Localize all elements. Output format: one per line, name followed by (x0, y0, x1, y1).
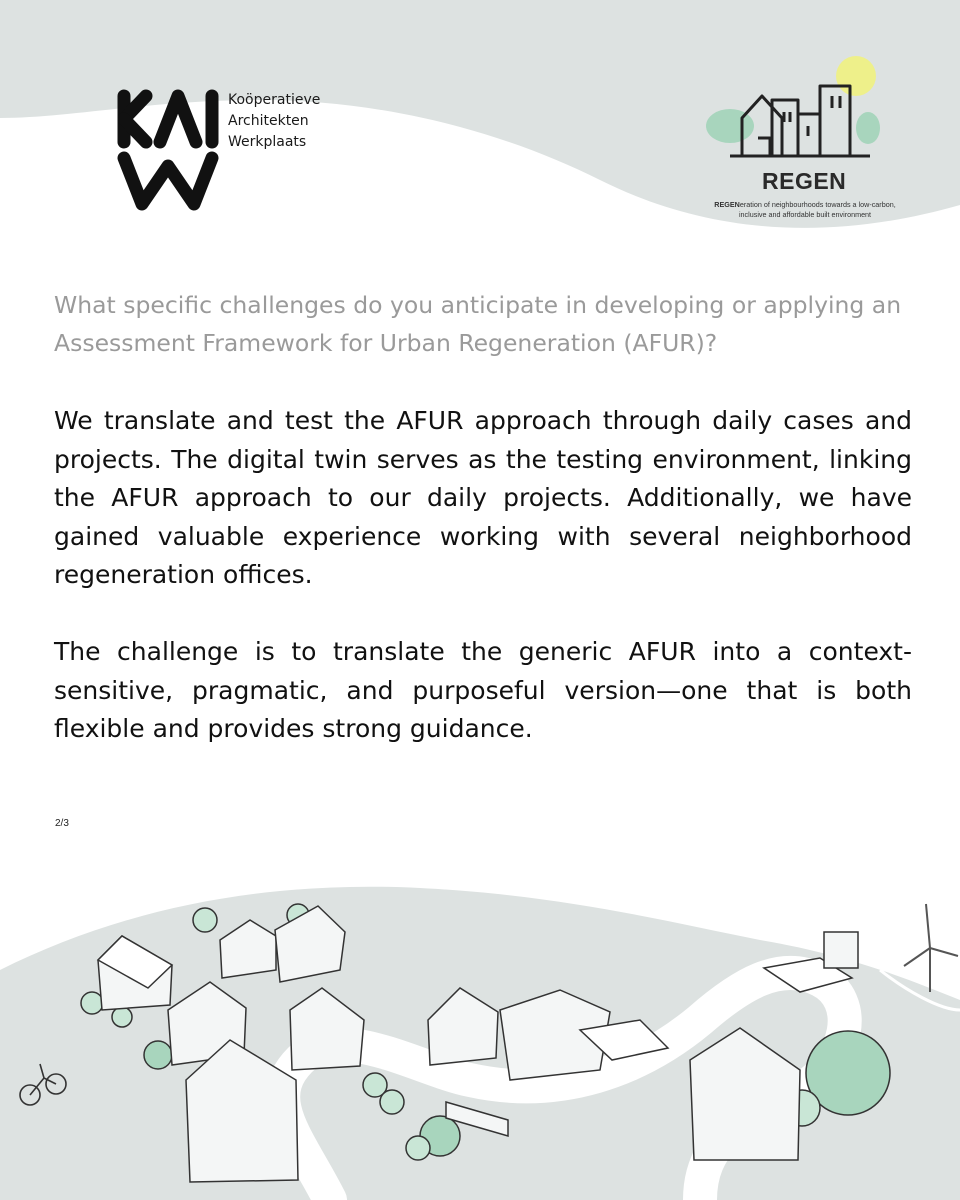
regen-logo (700, 56, 910, 236)
kaw-name-line-1: Koöperatieve (228, 92, 321, 108)
kaw-name-line-2: Architekten (228, 113, 309, 129)
regen-buildings-icon (700, 56, 900, 168)
wind-turbine-icon (904, 904, 958, 992)
answer-paragraph-2: The challenge is to translate the generic AFUR into a context-sensitive, pragmatic, and purposeful version—one that is both flexible and provides strong guidance. (54, 637, 912, 743)
kaw-logo-mark (116, 88, 220, 212)
regen-tagline-rest: eration of neighbourhoods towards a low-carbon, (739, 200, 896, 209)
neighborhood-illustration (0, 870, 960, 1200)
question-heading: What specific challenges do you anticipate in developing or applying an Assessment Framework for Urban Regeneration (AFUR)? (54, 291, 902, 357)
kaw-logo (116, 88, 336, 213)
answer-paragraph-1: We translate and test the AFUR approach through daily cases and projects. The digital twin serves as the testing environment, linking the AFUR approach to our daily projects. Additionally, we have gained valuable experience working with several neighborhood regeneration offices. (54, 406, 912, 589)
kaw-name-line-3: Werkplaats (228, 134, 307, 150)
regen-title: REGEN (762, 168, 847, 194)
kaw-name (228, 90, 320, 153)
regen-tagline (700, 200, 910, 220)
regen-tagline-bold: REGEN (714, 200, 740, 209)
answer-body (54, 402, 912, 749)
regen-tagline-line-2: inclusive and affordable built environment (738, 210, 872, 219)
page-indicator: 2/3 (55, 818, 69, 829)
